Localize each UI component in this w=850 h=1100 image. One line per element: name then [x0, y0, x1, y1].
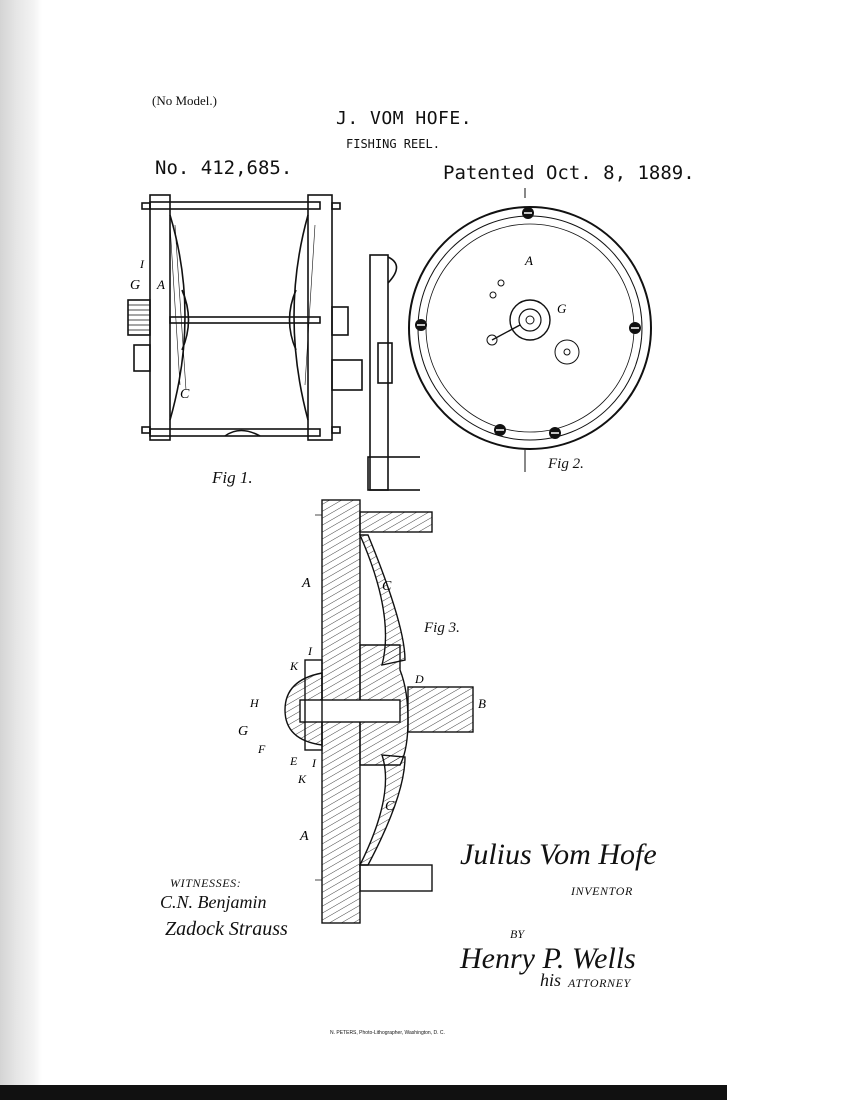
svg-text:K: K	[290, 659, 299, 673]
svg-text:I: I	[308, 644, 312, 658]
svg-text:I: I	[140, 257, 144, 271]
svg-text:A: A	[157, 277, 165, 292]
witness-2-signature: Zadock Strauss	[165, 918, 288, 940]
inventor-name: J. VOM HOFE.	[336, 108, 473, 129]
model-note: (No Model.)	[152, 93, 217, 108]
bottom-scan-bar	[0, 1085, 727, 1100]
svg-text:H: H	[250, 696, 259, 710]
svg-text:K: K	[298, 772, 307, 786]
svg-text:A: A	[302, 576, 311, 591]
figure-3-label: Fig 3.	[424, 620, 460, 636]
printer-credit: N. PETERS, Photo-Lithographer, Washington, D. C.	[330, 1030, 445, 1036]
svg-text:G: G	[130, 278, 141, 293]
svg-text:D: D	[415, 672, 424, 686]
attorney-prefix: his	[540, 970, 562, 990]
svg-text:F: F	[258, 742, 266, 756]
inventor-signature: Julius Vom Hofe	[460, 838, 657, 871]
scan-edge	[0, 0, 42, 1085]
patent-date: Patented Oct. 8, 1889.	[443, 162, 695, 184]
attorney-signature: Henry P. Wells	[460, 942, 636, 975]
svg-text:B: B	[478, 696, 486, 711]
inventor-label: INVENTOR	[571, 884, 633, 898]
figure-2-drawing	[405, 180, 665, 480]
figure-1-label: Fig 1.	[212, 468, 253, 487]
svg-text:C: C	[385, 799, 395, 814]
svg-text:C: C	[382, 579, 392, 594]
attorney-label: ATTORNEY	[568, 976, 631, 990]
patent-title: FISHING REEL.	[346, 137, 440, 151]
svg-text:G: G	[238, 724, 249, 739]
by-label: BY	[510, 927, 525, 941]
svg-text:G: G	[557, 301, 567, 316]
figure-2-label: Fig 2.	[548, 456, 584, 472]
svg-text:C: C	[180, 387, 190, 402]
svg-text:E: E	[290, 754, 298, 768]
witness-1-signature: C.N. Benjamin	[160, 892, 267, 912]
svg-text:I: I	[312, 756, 316, 770]
witnesses-label: WITNESSES:	[170, 876, 242, 890]
svg-text:A: A	[300, 829, 309, 844]
svg-text:A: A	[525, 253, 533, 268]
figure-1-drawing	[120, 185, 420, 495]
patent-number: No. 412,685.	[155, 157, 293, 179]
